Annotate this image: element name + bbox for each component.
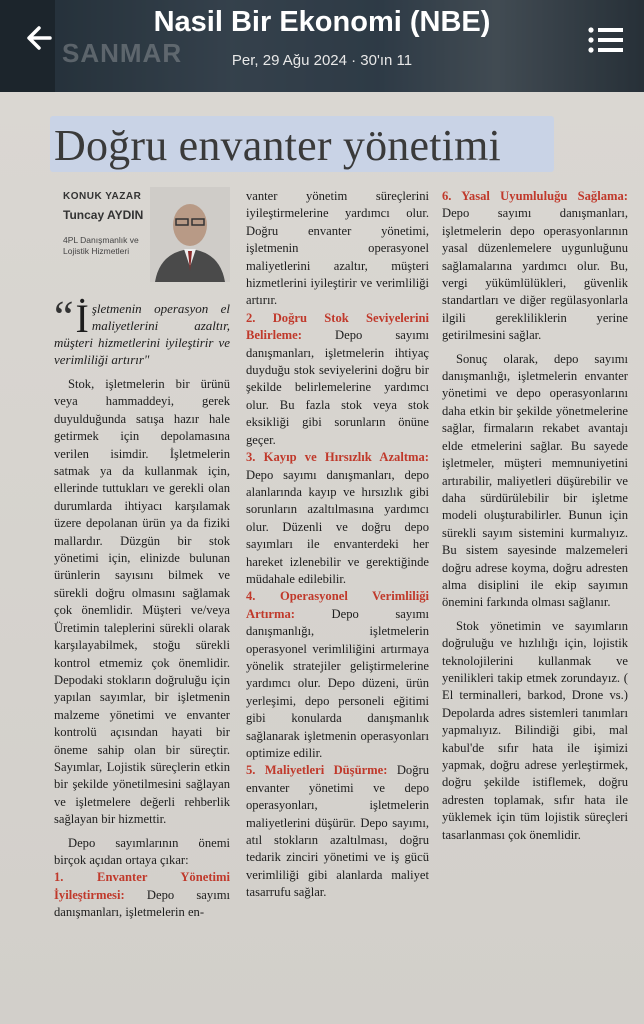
list-item: 5. Maliyetleri Düşürme: Doğru envanter yönetimi ve depo operasyonları, işletmelerin maliyetlerini düşürür. Depo sayımı, atıl stokların azaltılması, doğru tedarik zinciri yönetimi ve iş gücü verimliliği gibi alanlarda maliyet tasarrufu sağlar.: [246, 763, 429, 900]
column-2: [246, 188, 429, 902]
list-item: 4. Operasyonel Verimliliği Artırma: Depo sayımı danışmanlığı, işletmelerin operasyonel verimliliğini artırmaya yönelik stratejiler geliştirmelerine yardımcı olur. Depo düzeni, ürün yerleşimi, depo personeli eğitimi gibi konularda danışmanlık sağlanarak işletmenin operasyonları optimize edilir.: [246, 589, 429, 760]
list-item: 1. Envanter Yönetimi İyileştirmesi: Depo sayımı danışmanları, işletmelerin en-: [54, 870, 230, 920]
quote-mark-icon: “: [54, 292, 74, 341]
pull-quote: “ İ şletmenin operasyon el maliyetlerini azaltır, müşteri hizmetlerini iyileştirir ve verimliliği artırır": [54, 292, 230, 367]
list-item: 2. Doğru Stok Seviyelerini Belirleme: Depo sayımı danışmanları, işletmelerin ihtiyaç duyduğu stok seviyelerini doğru bir şekilde belirlemelerine yardımcı olur. Bu fazla stok veya stok eksikliği gibi sorunların önüne geçer.: [246, 310, 429, 447]
column-3: [442, 188, 628, 844]
app-bar: [0, 0, 644, 92]
issue-date: Per, 29 Ağu 2024 · 30'ın 11: [231, 52, 413, 69]
app-title: Nasil Bir Ekonomi (NBE): [153, 6, 491, 38]
article-headline: Doğru envanter yönetimi: [54, 121, 501, 170]
paragraph: Stok, işletmelerin bir ürünü veya hammaddeyi, gerek duyulduğunda satışa hazır hale getirmek için depolamasına verilen isimdir. İşletmelerin satmak ya da kullanmak için, ellerinde tuttukları ve gerekli olan durumlarda ihtiyacı karşılamak üzere depolanan ürün ya da fiziki mallardır. Düzgün bir stok yönetimi için, elinizde bulunan ürünlerin sayısını bilmek ve sürekli doğru olmasını sağlamak çok önemlidir. Müşteri ve/veya Üretimin taleplerini sürekli olarak karşılayabilmek, stoğu sürekli kontrol etmemiz çok önemlidir. Depodaki stokların doğruluğu için yapılan sayımlar, bir işletmenin malzeme yönetimi ve envanter kontrolü açısından hayati bir öneme sahip olan bir süreçtir. Sayımlar, Lojistik süreçlerin etkin bir şekilde yönetilmesini sağlayan ve işletmelere değerli rehberlik sağlayan bir hizmettir.: [54, 377, 230, 827]
list-menu-icon[interactable]: [586, 22, 626, 58]
paragraph: Sonuç olarak, depo sayımı danışmanlığı, işletmelerin envanter yönetimi ve depo operasyonlarını daha etkin bir şekilde yönetmelerine sağlar, firmaların rekabet avantajı elde etmelerini sağlar. Bu sayede işletmeler, müşteri memnuniyetini artırabilir, maliyetleri düşürebilir ve daha sürdürülebilir bir işletme modeli oluşturabilirler. Bunun için sürekli sayım sistemini kurmalıyız. Bu sistem sayesinde malzemeleri doğru adrese koyma, doğru adresten alma disiplini ile ekip sayımın önemini farkında olması sağlanır.: [442, 351, 628, 610]
author-byline: [55, 187, 230, 282]
author-affiliation: 4PL Danışmanlık ve Lojistik Hizmetleri: [63, 235, 139, 256]
byline-label: KONUK YAZAR: [63, 191, 142, 202]
author-name: Tuncay AYDIN: [63, 208, 144, 222]
newspaper-page: [0, 92, 644, 1024]
paragraph: Stok yönetimin ve sayımların doğruluğu ve hızlılığı için, lojistik teknolojilerini kullanmak ve yenilikleri takip etmek zorundayız. ( El terminalleri, barkod, Drone vs.) Depolarda adres sistemleri tanımları yapmalıyız. Bilindiği gibi, mal kabul'de sıfır hata ile işimizi yapmak, doğru adrese yerleştirmek, doğru şekilde istiflemek, doğru adresten toplamak, sıfır hata ile yüklemek için tüm lojistik süreçleri tasarlanması çok önemlidir.: [442, 618, 628, 842]
author-photo: [150, 187, 230, 282]
paragraph: vanter yönetim süreçlerini iyileştirmelerine yardımcı olur. Doğru envanter yönetimi, işletmenin operasyonel maliyetlerini azaltır, müşteri hizmetlerini iyileştirir ve verimliliği artırır.: [246, 189, 429, 308]
column-1: [54, 292, 230, 922]
list-item: 6. Yasal Uyumluluğu Sağlama: Depo sayımı danışmanları, işletmelerin depo operasyonlarının yasal düzenlemelere uygunluğunu sağlamalarına yardımcı olur. Bu, vergi yükümlülükleri, güvenlik standartları ve diğer regülasyonlarla ilgili gerekliliklerin yerine getirilmesini sağlar.: [442, 189, 628, 343]
paragraph: Depo sayımlarının önemi birçok açıdan ortaya çıkar:: [54, 835, 230, 867]
list-item: 3. Kayıp ve Hırsızlık Azaltma: Depo sayımı danışmanları, depo alanlarında kayıp ve hırsızlık gibi sorunların azaltılmasına yardımcı olur. Düzenli ve doğru depo sayımları ile envanterdeki her hareket izlenebilir ve gerektiğinde müdahale edilebilir.: [246, 450, 429, 586]
header-background-text: SANMAR: [62, 38, 183, 68]
